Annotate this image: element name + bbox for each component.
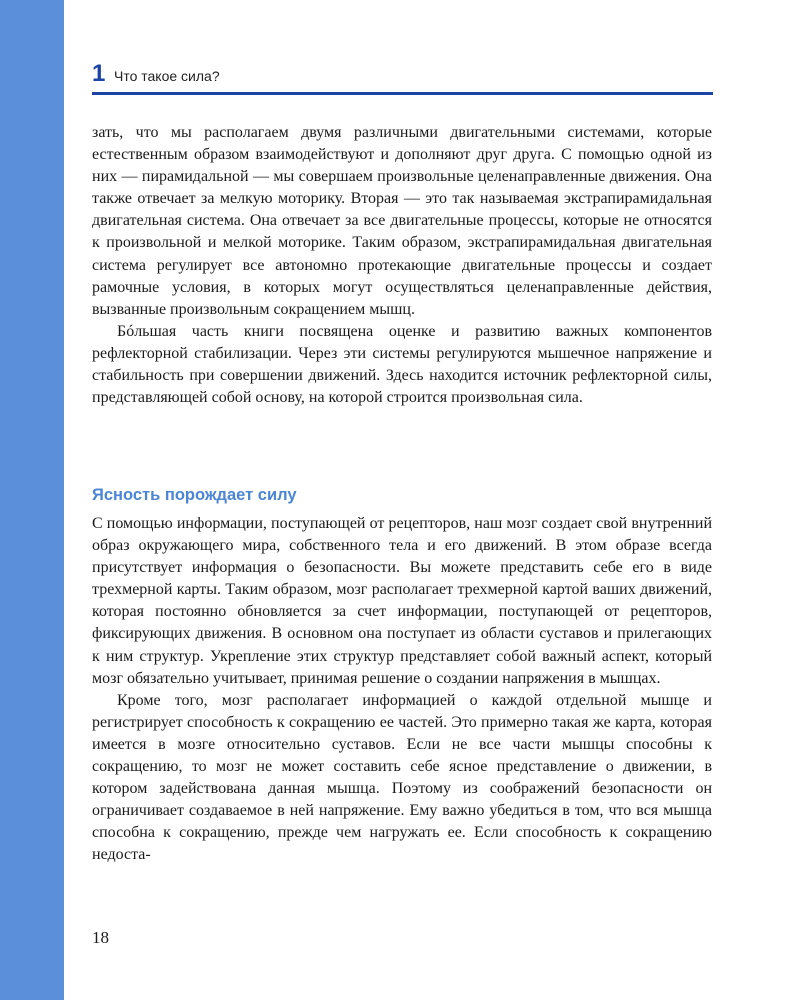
section-text xyxy=(92,513,712,867)
running-head xyxy=(92,60,713,90)
paragraph: С помощью информации, поступающей от рецепторов, наш мозг создает свой внутренний образ окружающего мира, собственного тела и его движений. В этом образе всегда присутствует информация о безопасности. Вы можете представить себе его в виде трехмерной карты. Таким образом, мозг располагает трехмерной картой ваших движений, которая постоянно обновляется за счет информации, поступающей от рецепторов, фиксирующих движения. В основном она поступает из области суставов и прилегающих к ним структур. Укрепление этих структур представляет собой важный аспект, который мозг обязательно учитывает, принимая решение о создании напряжения в мышцах. xyxy=(92,515,712,687)
header-rule xyxy=(92,92,713,95)
paragraph: Кроме того, мозг располагает информацией о каждой отдельной мышце и регистрирует способность к сокращению ее частей. Это примерно такая же карта, которая имеется в мозге относительно суставов. Если не все части мышцы способны к сокращению, то мозг не может составить себе ясное представление о движении, в котором задействована данная мышца. Поэтому из соображений безопасности он ограничивает создаваемое в ней напряжение. Ему важно убедиться в том, что вся мышца способна к сокращению, прежде чем нагружать ее. Если способность к сокращению недоста- xyxy=(92,691,712,864)
intro-text xyxy=(92,122,712,409)
side-color-band xyxy=(0,0,64,1000)
paragraph: зать, что мы располагаем двумя различными двигательными системами, которые естественным образом взаимодействуют и дополняют друг друга. С помощью одной из них — пирамидальной — мы совершаем произвольные целенаправленные движения. Она также отвечает за мелкую моторику. Вторая — это так называемая экстрапирамидальная двигательная система. Она отвечает за все двигательные процессы, которые не относятся к произвольной и мелкой моторике. Таким образом, экстрапирамидальная двигательная система регулирует все автономно протекающие двигательные процессы и создает рамочные условия, в которых могут осуществляться целенаправленные действия, вызванные произвольным сокращением мышц. xyxy=(92,124,712,318)
chapter-title: Что такое сила? xyxy=(114,68,220,84)
page-number: 18 xyxy=(92,928,109,947)
paragraph: Бóльшая часть книги посвящена оценке и развитию важных компонентов рефлекторной стабилизации. Через эти системы регулируются мышечное напряжение и стабильность при совершении движений. Здесь находится источник рефлекторной силы, представляющей собой основу, на которой строится произвольная сила. xyxy=(92,322,712,407)
section-heading: Ясность порождает силу xyxy=(92,486,297,504)
chapter-number: 1 xyxy=(92,60,106,87)
